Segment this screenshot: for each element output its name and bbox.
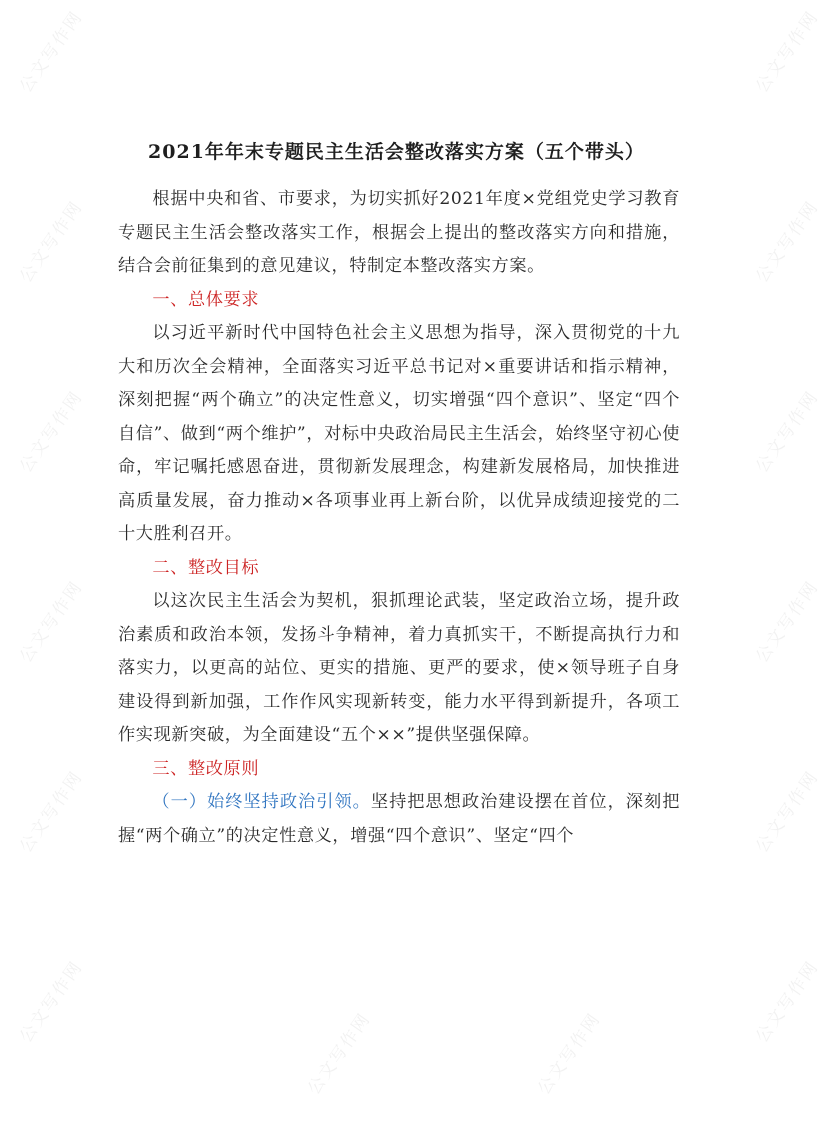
- watermark: 公文写作网: [752, 577, 823, 667]
- section-body-rectification-goals: 以这次民主生活会为契机，狠抓理论武装，坚定政治立场，提升政治素质和政治本领，发扬斗争精神，着力真抓实干，不断提高执行力和落实力，以更高的站位、更实的措施、更严的要求，使×领导班子自身建设得到新加强，工作作风实现新转变，能力水平得到新提升，各项工作实现新突破，为全面建设“五个××”提供坚强保障。: [118, 591, 680, 745]
- principle-1-label: （一）始终坚持政治引领。: [152, 792, 371, 812]
- watermark: 公文写作网: [534, 1009, 605, 1099]
- watermark: 公文写作网: [16, 957, 87, 1047]
- document-title: 2021年年末专题民主生活会整改落实方案（五个带头）: [148, 140, 645, 163]
- section-heading-rectification-goals: 二、整改目标: [152, 557, 260, 578]
- watermark: 公文写作网: [752, 957, 823, 1047]
- watermark: 公文写作网: [752, 767, 823, 857]
- watermark: 公文写作网: [16, 767, 87, 857]
- watermark: 公文写作网: [752, 197, 823, 287]
- section-heading-rectification-principles: 三、整改原则: [152, 758, 260, 779]
- watermark: 公文写作网: [16, 7, 87, 97]
- principle-1-body: 坚持把思想政治建设摆在首位，深刻把握“两个确立”的决定性意义，增强“四个意识”、坚定“四个: [118, 792, 681, 846]
- section-heading-general-requirements: 一、总体要求: [152, 289, 260, 310]
- watermark: 公文写作网: [16, 197, 87, 287]
- watermark: 公文写作网: [304, 1009, 375, 1099]
- watermark: 公文写作网: [16, 577, 87, 667]
- intro-paragraph: 根据中央和省、市要求，为切实抓好2021年度×党组党史学习教育专题民主生活会整改落实工作，根据会上提出的整改落实方向和措施，结合会前征集到的意见建议，特制定本整改落实方案。: [118, 189, 680, 276]
- watermark: 公文写作网: [752, 387, 823, 477]
- section-body-general-requirements: 以习近平新时代中国特色社会主义思想为指导，深入贯彻党的十九大和历次全会精神，全面落实习近平总书记对×重要讲话和指示精神，深刻把握“两个确立”的决定性意义，切实增强“四个意识”、坚定“四个自信”、做到“两个维护”，对标中央政治局民主生活会，始终坚守初心使命，牢记嘱托感恩奋进，贯彻新发展理念，构建新发展格局，加快推进高质量发展，奋力推动×各项事业再上新台阶，以优异成绩迎接党的二十大胜利召开。: [118, 323, 680, 544]
- principle-paragraph-1: [118, 786, 680, 853]
- watermark: 公文写作网: [16, 387, 87, 477]
- document-body: [118, 183, 680, 853]
- watermark: 公文写作网: [752, 7, 823, 97]
